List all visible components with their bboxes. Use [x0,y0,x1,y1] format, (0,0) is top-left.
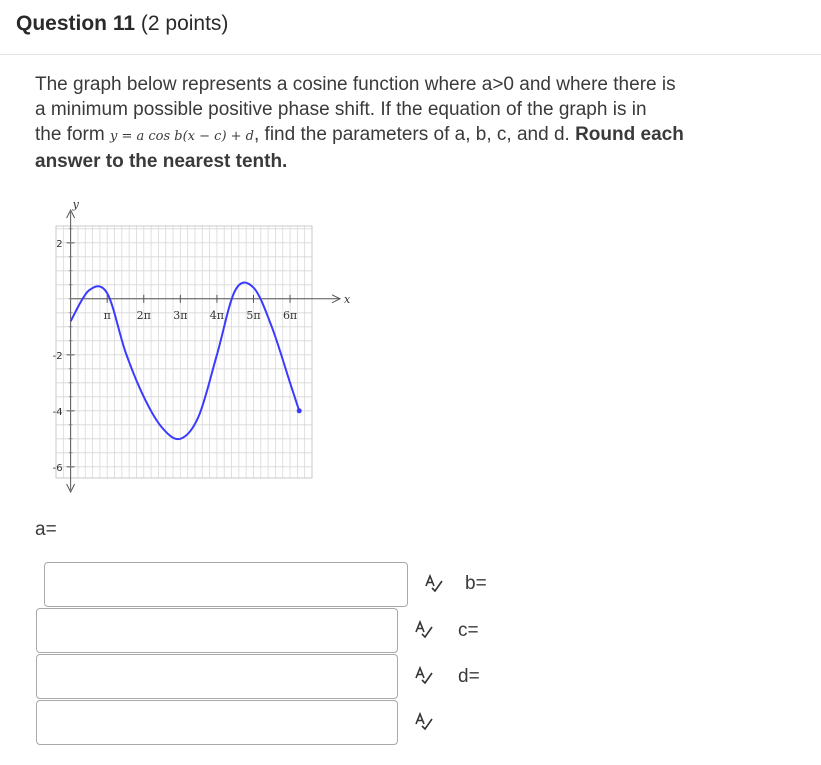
cosine-graph [20,196,350,496]
answer-a-label: a= [35,519,57,540]
x-tick-label: 6π [282,308,298,322]
question-prompt [35,72,775,174]
answer-c-input[interactable] [37,655,397,698]
x-tick-label: 3π [173,308,188,322]
header-divider [0,54,821,55]
cosine-curve [71,283,300,440]
curve-endpoint [297,408,302,413]
prompt-find-text: , find the parameters of a, b, c, and d. [254,124,576,145]
prompt-line-3 [35,122,775,149]
round-instruction-1: Round each [575,124,684,145]
question-header [16,12,228,36]
answer-c-field[interactable] [36,654,398,699]
spellcheck-icon[interactable] [413,665,435,687]
y-tick-label: -2 [52,350,63,362]
answer-b-field[interactable] [36,608,398,653]
answer-c-label: c= [458,620,479,641]
spellcheck-icon[interactable] [423,573,445,595]
graph-svg [20,196,350,496]
prompt-line-2: a minimum possible positive phase shift. If the equation of the graph is in [35,99,647,120]
round-instruction-2: answer to the nearest tenth. [35,151,288,172]
answer-d-field[interactable] [36,700,398,745]
question-points: (2 points) [140,12,229,35]
prompt-form-text: the form [35,124,110,145]
y-tick-label: -6 [52,462,63,474]
x-tick-label: 5π [246,308,261,322]
prompt-line-1: The graph below represents a cosine function where a>0 and where there is [35,74,676,95]
answer-d-label: d= [458,666,480,687]
grid-border [56,226,312,478]
y-tick-label: -4 [52,406,63,418]
spellcheck-icon[interactable] [413,711,435,733]
x-tick-label: 4π [209,308,225,322]
spellcheck-icon[interactable] [413,619,435,641]
y-tick-label: 2 [56,238,63,250]
x-axis-label: x [344,292,350,306]
answer-a-field[interactable] [44,562,408,607]
answer-a-input[interactable] [45,563,407,606]
answer-d-input[interactable] [37,701,397,744]
equation-form: y = a cos b(x − c) + d [109,129,254,144]
x-tick-label: π [103,308,111,322]
answer-b-input[interactable] [37,609,397,652]
question-title: Question 11 [16,12,136,35]
x-tick-label: 2π [136,308,151,322]
answer-b-label: b= [465,573,487,594]
y-axis-label: y [72,198,79,211]
